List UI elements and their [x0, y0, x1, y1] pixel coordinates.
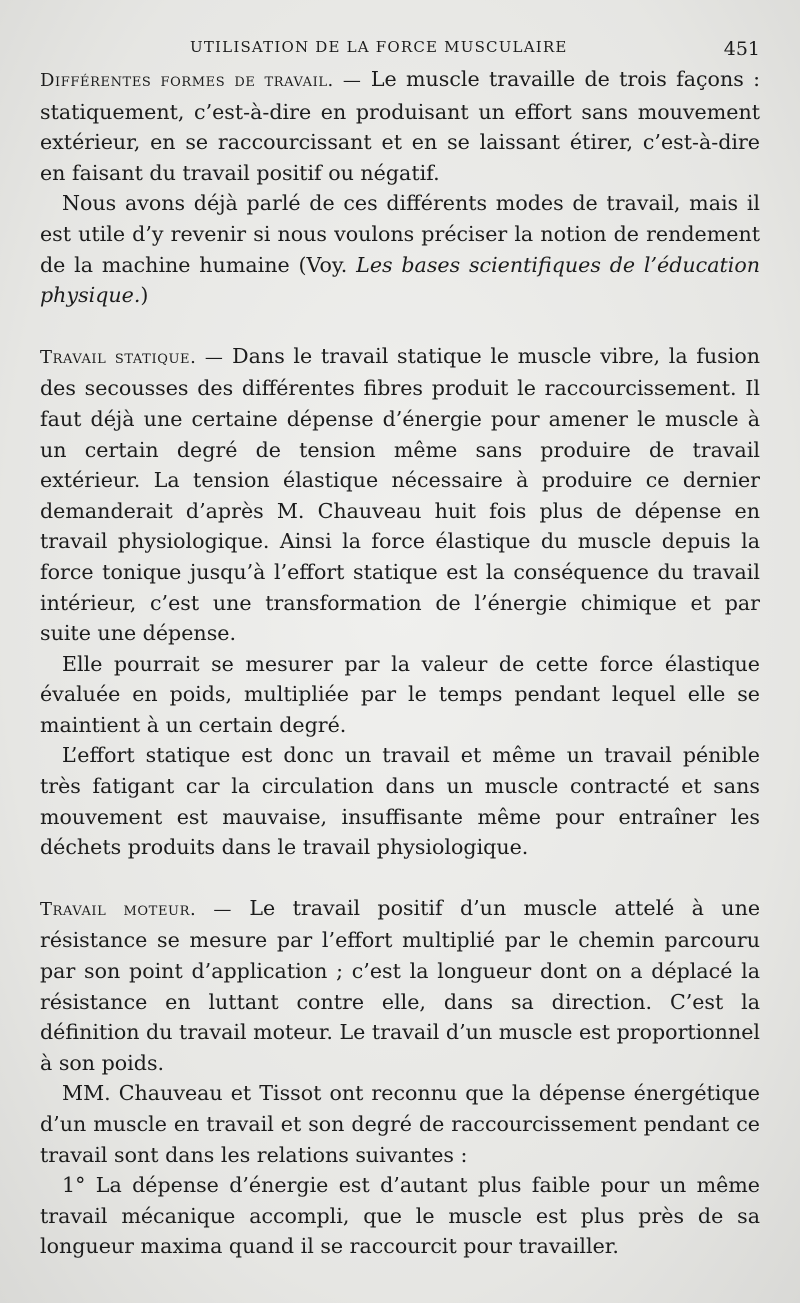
paragraph: [40, 188, 760, 310]
paragraph: [40, 341, 760, 649]
page-number: 451: [723, 38, 760, 60]
paragraph: [40, 1078, 760, 1170]
paragraph: [40, 740, 760, 862]
book-title-reference: Les bases scientifiques de l’éducation physique.: [40, 252, 760, 308]
paragraph-text: Nous avons déjà parlé de ces différents modes de travail, mais il est utile d’y revenir si nous voulons préciser la notion de rendement de la machine humaine (Voy.: [40, 191, 760, 277]
running-head: [40, 34, 760, 64]
paragraph-text: MM. Chauveau et Tissot ont reconnu que la dépense énergétique d’un muscle en travail et son degré de raccourcissement pendant ce travail sont dans les relations suivantes :: [40, 1081, 760, 1167]
section-formes-de-travail: [40, 64, 760, 311]
paragraph-text: Elle pourrait se mesurer par la valeur de cette force élastique évaluée en poids, multipliée par le temps pendant lequel elle se maintient à un certain degré.: [40, 651, 760, 737]
paragraph: [40, 64, 760, 188]
section-travail-moteur: [40, 893, 760, 1262]
paragraph-text: L’effort statique est donc un travail et même un travail pénible très fatigant car la circulation dans un muscle contracté et sans mouvement est mauvaise, insuffisante même pour entraîner les déchets produits dans le travail physiologique.: [40, 743, 760, 860]
paragraph-text: Dans le travail statique le muscle vibre, la fusion des secousses des différentes fibres produit le raccourcissement. Il faut déjà une certaine dépense d’énergie pour amener le muscle à un certain degré de tension même sans produire de travail extérieur. La tension élastique nécessaire à produire ce dernier demanderait d’après M. Chauveau huit fois plus de dépense en travail physiologique. Ainsi la force élastique du muscle depuis la force tonique jusqu’à l’effort statique est la conséquence du travail intérieur, c’est une transformation de l’énergie chimique et par suite une dépense.: [40, 343, 760, 646]
paragraph: [40, 893, 760, 1079]
paragraph-text: Le muscle travaille de trois façons : statiquement, c’est-à-dire en produisant un effort sans mouvement extérieur, en se raccourcissant et en se laissant étirer, c’est-à-dire en faisant du travail positif ou négatif.: [40, 67, 761, 185]
paragraph: [40, 649, 760, 741]
section-heading: Différentes formes de travail. —: [40, 70, 362, 91]
section-heading: Travail moteur. —: [40, 898, 233, 920]
paragraph-text: ): [140, 283, 149, 308]
section-travail-statique: [40, 341, 760, 863]
section-heading: Travail statique. —: [40, 346, 224, 368]
running-head-title: UTILISATION DE LA FORCE MUSCULAIRE: [190, 38, 568, 56]
paragraph-text: 1° La dépense d’énergie est d’autant plus faible pour un même travail mécanique accompli, que le muscle est plus près de sa longueur maxima quand il se raccourcit pour travailler.: [40, 1173, 760, 1259]
paragraph: [40, 1170, 760, 1262]
paragraph-text: Le travail positif d’un muscle attelé à une résistance se mesure par l’effort multiplié par le chemin parcouru par son point d’application ; c’est la longueur dont on a déplacé la résistance en luttant contre elle, dans sa direction. C’est la définition du travail moteur. Le travail d’un muscle est proportionnel à son poids.: [40, 895, 761, 1075]
